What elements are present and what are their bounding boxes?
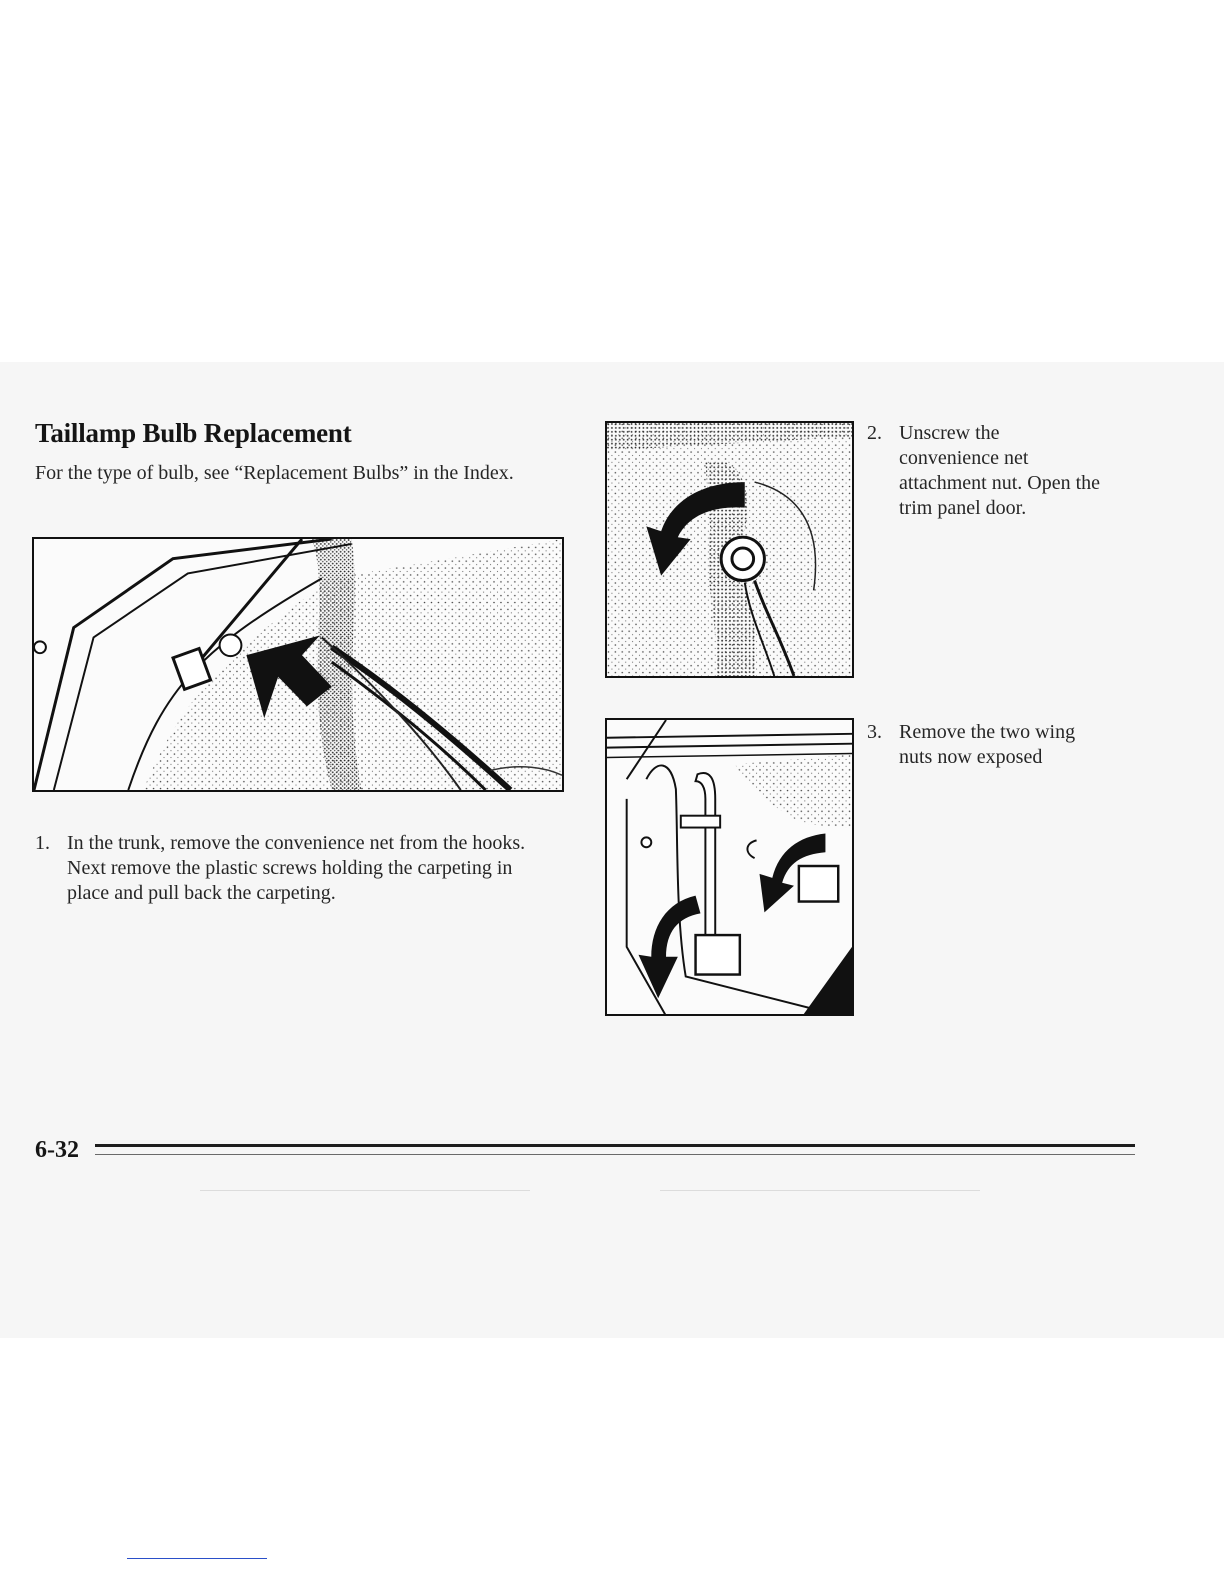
step-text: Remove the two wing nuts now exposed — [899, 721, 1076, 768]
step-number: 3. — [867, 721, 882, 743]
footer-rule-thin — [95, 1154, 1135, 1155]
step-number: 1. — [35, 832, 50, 854]
wing-nuts-illustration — [605, 718, 854, 1016]
step-text: Unscrew the convenience net attachment nut. Open the trim panel door. — [899, 422, 1101, 519]
bottom-link-underline — [127, 1558, 267, 1559]
trunk-carpet-illustration — [32, 537, 564, 792]
intro-paragraph: For the type of bulb, see “Replacement Bulbs” in the Index. — [35, 462, 514, 484]
faint-line — [660, 1190, 980, 1191]
faint-line — [200, 1190, 530, 1191]
page-title: Taillamp Bulb Replacement — [35, 418, 352, 448]
page-number: 6-32 — [35, 1137, 79, 1163]
step-number: 2. — [867, 422, 882, 444]
footer-rule — [95, 1144, 1135, 1147]
net-attachment-nut-illustration — [605, 421, 854, 678]
step-text: In the trunk, remove the convenience net from the hooks. Next remove the plastic screws holding the carpeting in place and pull back the carpeting. — [67, 832, 526, 904]
